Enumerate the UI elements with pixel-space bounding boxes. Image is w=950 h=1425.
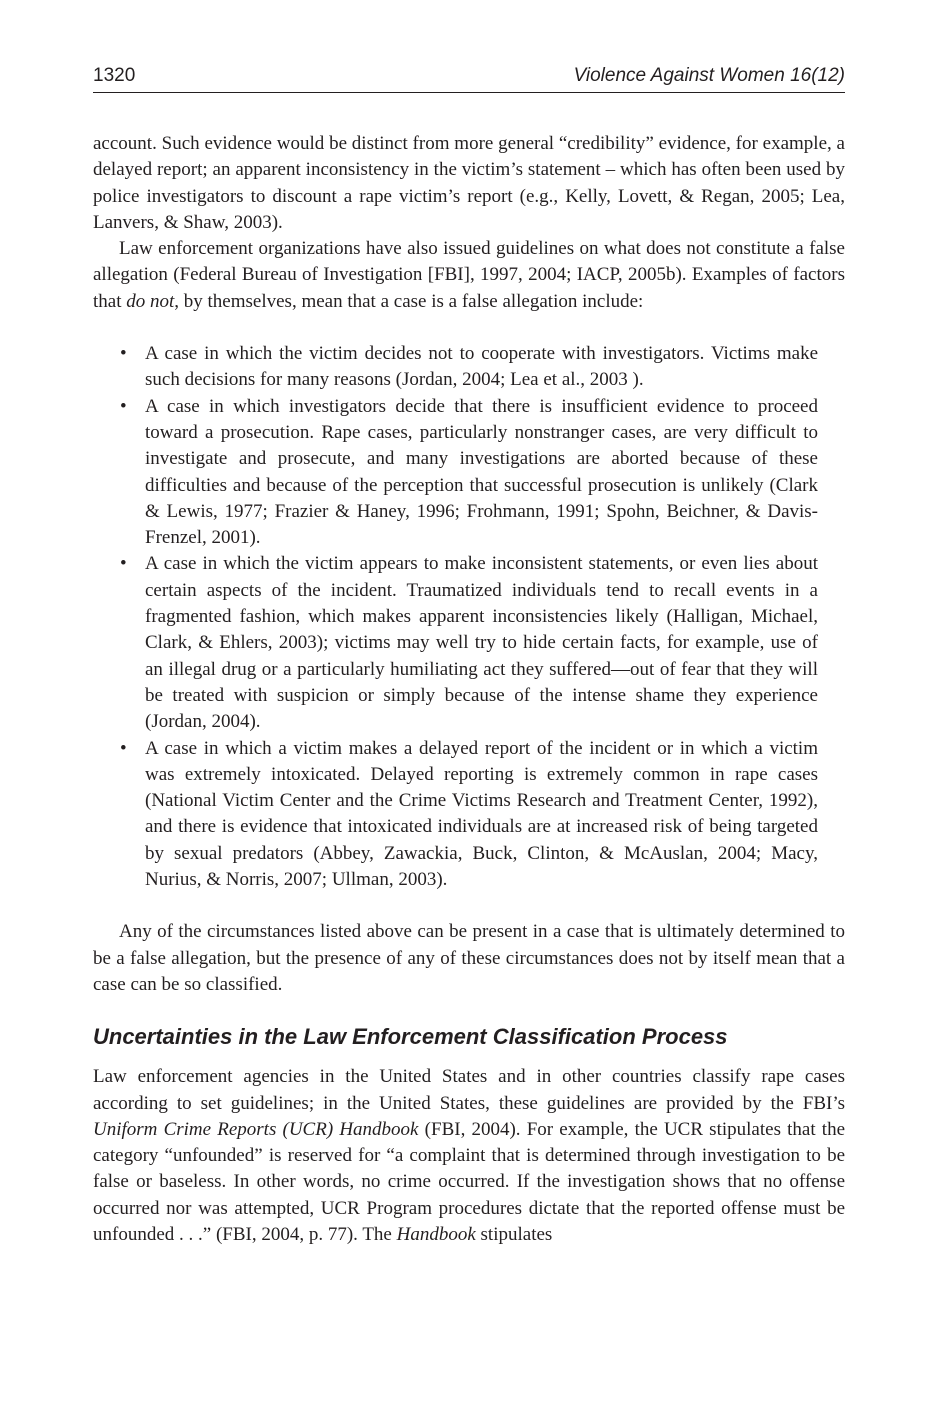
paragraph-guidelines	[93, 236, 845, 315]
paragraph-text: , by themselves, mean that a case is a false allegation include:	[174, 290, 644, 312]
paragraph-text: (FBI, 2004). For example, the UCR stipulates that the category “unfounded” is reserved for “a complaint that is determined through investigation to be false or baseless. In other words, no crime occurred. If the investigation shows that no offense occurred nor was attempted, UCR Program procedures dictate that the reported offense must be unfounded . . .” (FBI, 2004, p. 77). The	[93, 1118, 845, 1245]
paragraph-text: stipulates	[475, 1223, 553, 1245]
paragraph-text: Law enforcement organizations have also issued guidelines on what does not constitute a false allegation (Federal Bureau of Investigation [FBI], 1997, 2004; IACP, 2005b). Examples of factors that	[93, 238, 845, 312]
paragraph-classification	[93, 1064, 845, 1248]
bullet-item: • A case in which investigators decide that there is insufficient evidence to proceed toward a prosecution. Rape cases, particularly nonstranger cases, are very difficult to investigate and prosecute, and many investigations are aborted because of these difficulties and because of the perception that successful prosecution is unlikely (Clark & Lewis, 1977; Frazier & Haney, 1996; Frohmann, 1991; Spohn, Beichner, & Davis-Frenzel, 2001).	[145, 394, 818, 552]
bullet-item: • A case in which a victim makes a delayed report of the incident or in which a victim was extremely intoxicated. Delayed reporting is extremely common in rape cases (National Victim Center and the Crime Victims Research and Treatment Center, 1992), and there is evidence that intoxicated individuals are at increased risk of being targeted by sexual predators (Abbey, Zawackia, Buck, Clinton, & McAuslan, 2004; Macy, Nurius, & Norris, 2007; Ullman, 2003).	[145, 736, 818, 894]
running-head	[93, 64, 845, 93]
emphasis-text: Uniform Crime Reports (UCR) Handbook	[93, 1118, 419, 1140]
bullet-item: • A case in which the victim appears to make inconsistent statements, or even lies about certain aspects of the incident. Traumatized individuals tend to recall events in a fragmented fashion, which makes apparent inconsistencies likely (Halligan, Michael, Clark, & Ehlers, 2003); victims may well try to hide certain facts, for example, use of an illegal drug or a particularly humiliating act they suffered—out of fear that they will be treated with suspicion or simply because of the intense shame they experience (Jordan, 2004).	[145, 551, 818, 735]
article-body	[93, 131, 845, 1248]
section-heading: Uncertainties in the Law Enforcement Classification Process	[93, 1024, 728, 1050]
emphasis-text: do not	[126, 290, 175, 312]
journal-title: Violence Against Women 16(12)	[573, 65, 845, 86]
paragraph-continued: account. Such evidence would be distinct from more general “credibility” evidence, for example, a delayed report; an apparent inconsistency in the victim’s statement – which has often been used by police investigators to discount a rape victim’s report (e.g., Kelly, Lovett, & Regan, 2005; Lea, Lanvers, & Shaw, 2003).	[93, 133, 845, 233]
bullet-list	[93, 341, 845, 893]
page-number: 1320	[93, 65, 136, 86]
page	[93, 64, 845, 1248]
emphasis-text: Handbook	[396, 1223, 476, 1245]
bullet-item: • A case in which the victim decides not to cooperate with investigators. Victims make such decisions for many reasons (Jordan, 2004; Lea et al., 2003 ).	[145, 341, 818, 394]
paragraph-text: Law enforcement agencies in the United States and in other countries classify rape cases according to set guidelines; in the United States, these guidelines are provided by the FBI’s	[93, 1066, 845, 1114]
paragraph-circumstances: Any of the circumstances listed above can be present in a case that is ultimately determined to be a false allegation, but the presence of any of these circumstances does not by itself mean that a case can be so classified.	[93, 921, 845, 995]
